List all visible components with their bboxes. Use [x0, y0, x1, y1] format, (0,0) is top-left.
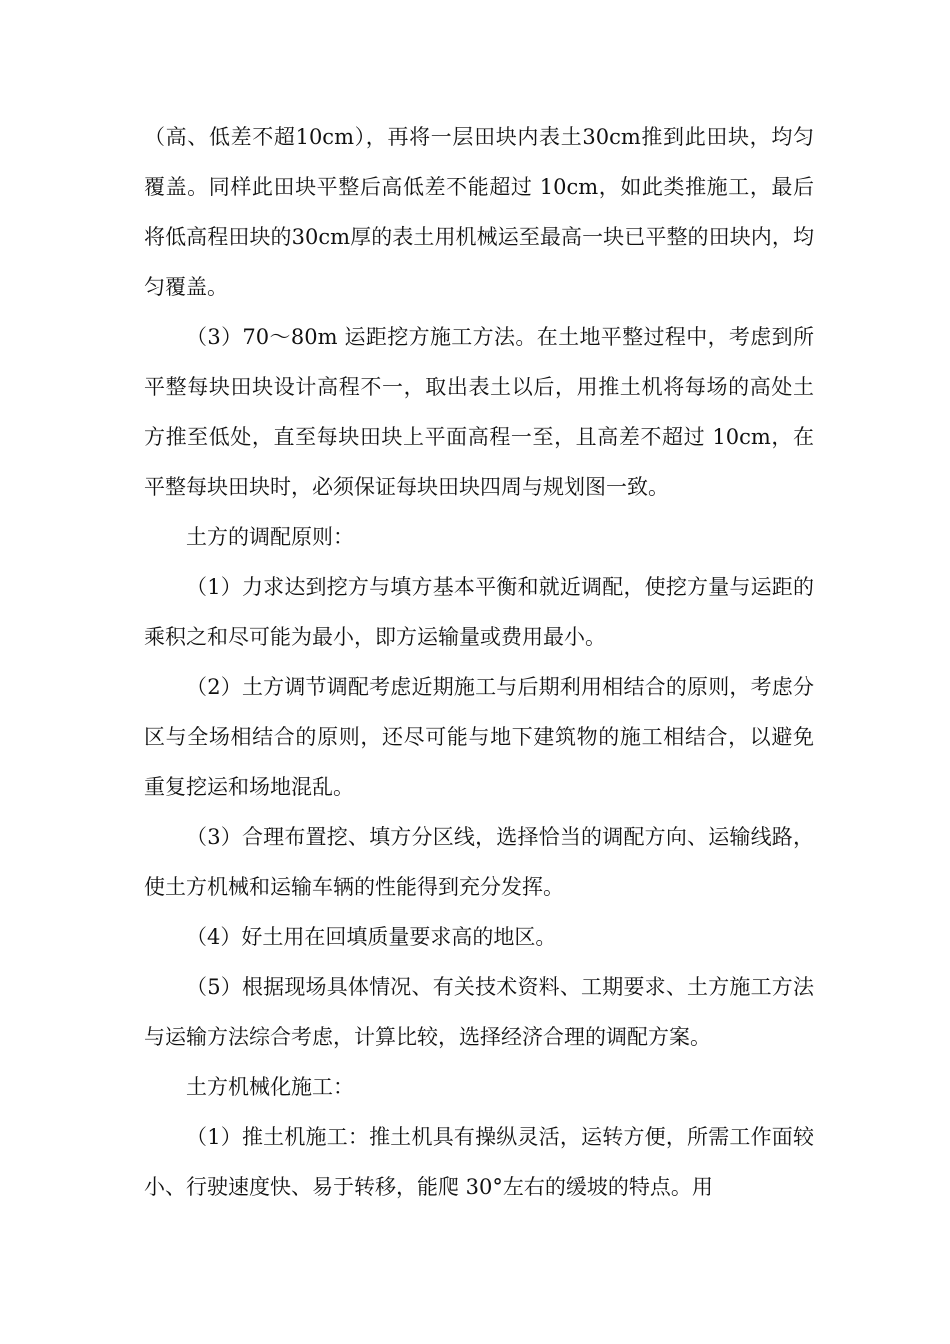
paragraph-principle-4: （4）好土用在回填质量要求高的地区。	[186, 925, 557, 949]
paragraph-principle-2: （2）土方调节调配考虑近期施工与后期利用相结合的原则，考虑分区与全场相结合的原则，还尽可能与地下建筑物的施工相结合，以避免重复挖运和场地混乱。	[144, 675, 814, 799]
section-heading-allocation-principles: 土方的调配原则：	[186, 525, 354, 549]
document-body	[144, 112, 814, 1212]
paragraph-principle-1: （1）力求达到挖方与填方基本平衡和就近调配，使挖方量与运距的乘积之和尽可能为最小，即方运输量或费用最小。	[144, 575, 814, 649]
paragraph-bulldozer: （1）推土机施工：推土机具有操纵灵活，运转方便，所需工作面较小、行驶速度快、易于转移，能爬 30°左右的缓坡的特点。用	[144, 1125, 814, 1199]
paragraph-principle-3: （3）合理布置挖、填方分区线，选择恰当的调配方向、运输线路，使土方机械和运输车辆的性能得到充分发挥。	[144, 825, 814, 899]
section-heading-mechanized-construction: 土方机械化施工：	[186, 1075, 354, 1099]
paragraph-principle-5: （5）根据现场具体情况、有关技术资料、工期要求、土方施工方法与运输方法综合考虑，计算比较，选择经济合理的调配方案。	[144, 975, 814, 1049]
paragraph-2: （3）70～80m 运距挖方施工方法。在土地平整过程中，考虑到所平整每块田块设计高程不一，取出表土以后，用推土机将每场的高处土方推至低处，直至每块田块上平面高程一至，且高差不超过 10cm，在平整每块田块时，必须保证每块田块四周与规划图一致。	[144, 325, 814, 499]
paragraph-1: （高、低差不超10cm），再将一层田块内表土30cm推到此田块，均匀覆盖。同样此田块平整后高低差不能超过 10cm，如此类推施工，最后将低高程田块的30cm厚的表土用机械运至最高一块已平整的田块内，均匀覆盖。	[144, 125, 814, 299]
